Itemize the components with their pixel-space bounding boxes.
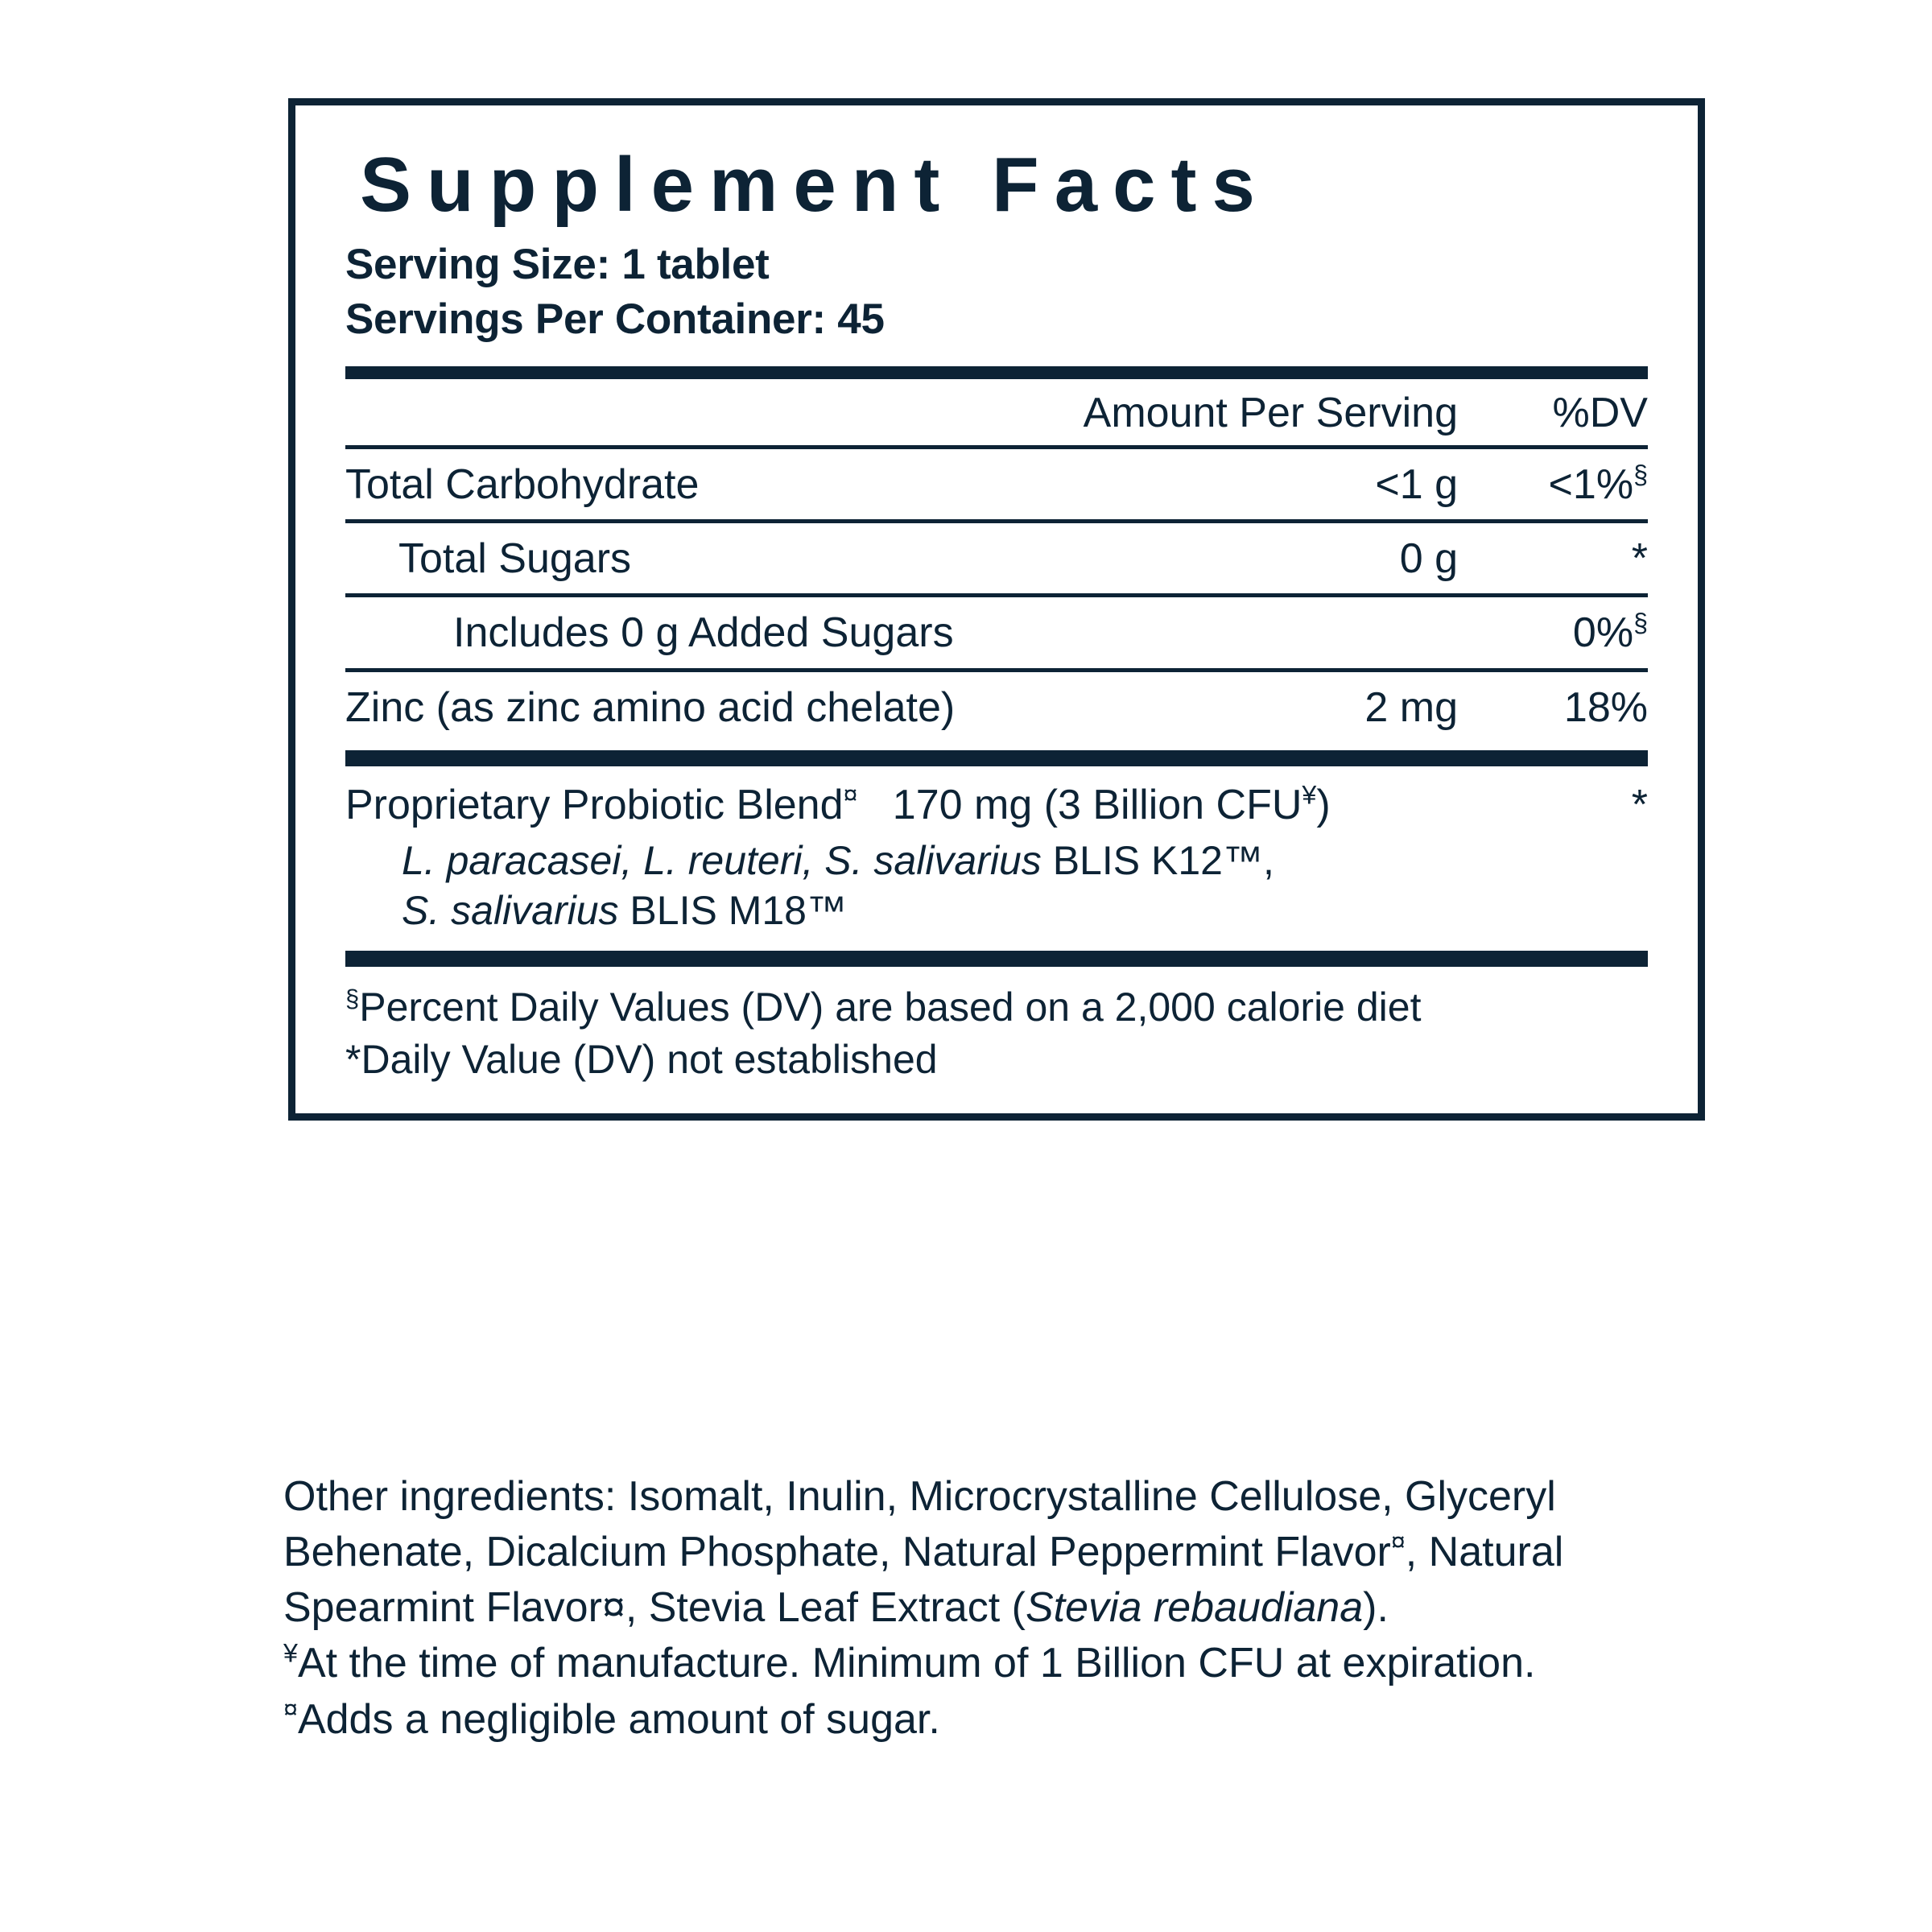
blend-strain-line-2: S. salivarius BLIS M18™: [402, 888, 847, 934]
footnote-marker: ¤: [283, 1695, 298, 1724]
blend-strain-line-1: L. paracasei, L. reuteri, S. salivarius BLIS K12™,: [402, 837, 1274, 883]
nutrient-dv: 0%§: [1572, 609, 1648, 657]
nutrient-row-added-sugars: [345, 597, 1648, 667]
panel-footnotes: [345, 967, 1648, 1086]
blend-dv: *: [1631, 781, 1648, 828]
serving-size-line: Serving Size: 1 tablet: [345, 241, 770, 289]
other-ingredients-line-1: Other ingredients: Isomalt, Inulin, Microcrystalline Cellulose, Glyceryl: [283, 1473, 1556, 1520]
nutrient-name: Zinc (as zinc amino acid chelate): [345, 683, 956, 731]
footnote-marker: §: [1633, 460, 1648, 489]
divider-thick-bottom: [345, 951, 1648, 967]
divider-thick-top: [345, 366, 1648, 379]
nutrient-amount: <1 g: [1375, 461, 1458, 509]
blend-name: Proprietary Probiotic Blend¤ 170 mg (3 Billion CFU¥): [345, 780, 1331, 828]
supplement-facts-panel: [288, 98, 1705, 1121]
blend-strain-list: [345, 829, 1648, 936]
footnote-marker: ¥: [283, 1639, 298, 1669]
footnote-marker: ¤: [1390, 1527, 1406, 1557]
header-amount-per-serving: Amount Per Serving: [1083, 390, 1458, 437]
column-headers: [345, 379, 1648, 445]
nutrient-name: Total Sugars: [398, 535, 632, 583]
note-cfu-at-manufacture: ¥At the time of manufacture. Minimum of 1 Billion CFU at expiration.: [283, 1639, 1536, 1687]
nutrient-name: Total Carbohydrate: [345, 461, 700, 509]
servings-per-container-line: Servings Per Container: 45: [345, 295, 885, 344]
nutrient-amount: 2 mg: [1364, 683, 1458, 731]
note-negligible-sugar: ¤Adds a negligible amount of sugar.: [283, 1695, 940, 1743]
nutrient-amount: 0 g: [1399, 535, 1458, 583]
footnote-marker: §: [1633, 609, 1648, 638]
other-ingredients-block: [283, 1469, 1797, 1748]
footnote-dv-not-established: *Daily Value (DV) not established: [345, 1036, 938, 1082]
nutrient-dv: *: [1631, 535, 1648, 583]
proprietary-blend-heading: [345, 781, 1648, 829]
nutrient-row-total-sugars: [345, 523, 1648, 593]
nutrient-dv: <1%§: [1548, 460, 1648, 509]
footnote-marker: ¤: [843, 780, 858, 810]
other-ingredients-line-2: Behenate, Dicalcium Phosphate, Natural Peppermint Flavor¤, Natural: [283, 1527, 1564, 1576]
footnote-marker: §: [345, 984, 360, 1013]
other-ingredients-line-3: Spearmint Flavor¤, Stevia Leaf Extract (Stevia rebaudiana).: [283, 1584, 1389, 1632]
nutrient-name: Includes 0 g Added Sugars: [453, 609, 954, 657]
nutrient-row-zinc: [345, 672, 1648, 742]
header-percent-dv: %DV: [1552, 390, 1648, 437]
nutrient-dv: 18%: [1563, 683, 1648, 731]
footnote-marker: ¥: [1302, 780, 1317, 810]
panel-title: Supplement Facts: [360, 142, 1270, 228]
proprietary-blend-block: [345, 766, 1648, 943]
footnote-daily-values: §Percent Daily Values (DV) are based on a 2,000 calorie diet: [345, 984, 1422, 1030]
nutrient-row-total-carbohydrate: [345, 449, 1648, 519]
divider-thick-mid: [345, 750, 1648, 766]
